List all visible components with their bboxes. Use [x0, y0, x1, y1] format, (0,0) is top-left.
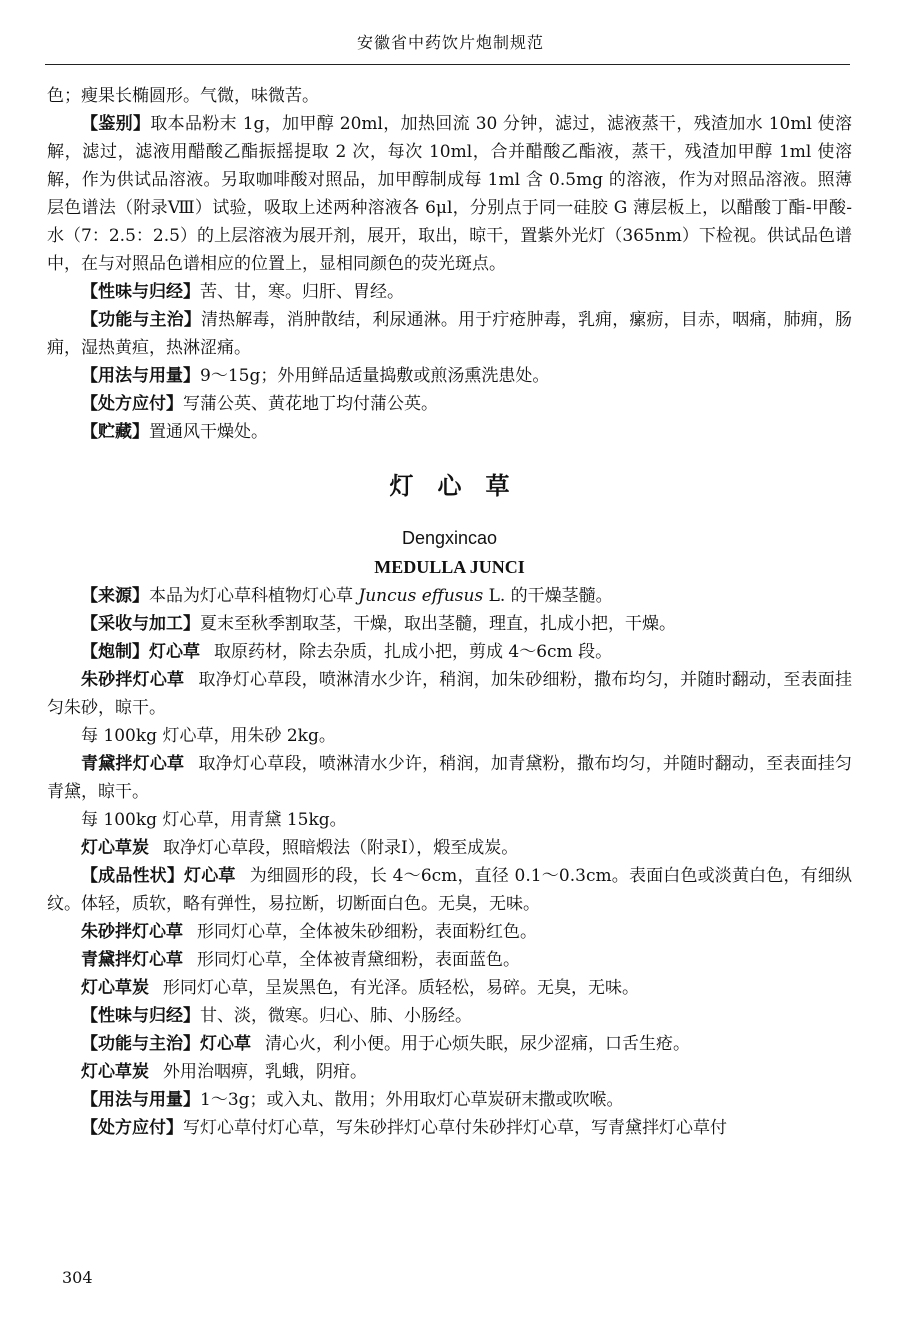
section-label: 【处方应付】	[81, 1118, 183, 1138]
section-text: 置通风干燥处。	[149, 422, 268, 442]
section-label: 【用法与用量】	[81, 366, 200, 386]
variant-name: 灯心草炭	[81, 978, 149, 998]
taste-section	[47, 1002, 852, 1030]
section-text: 夏末至秋季割取茎，干燥，取出茎髓，理直，扎成小把，干燥。	[200, 614, 676, 634]
prev-taste-section	[47, 278, 852, 306]
species-name: Juncus effusus	[358, 586, 484, 606]
section-text: 9～15g；外用鲜品适量捣敷或煎汤熏洗患处。	[200, 366, 550, 386]
section-text: 形同灯心草，全体被青黛细粉，表面蓝色。	[197, 950, 520, 970]
prescription-section	[47, 1114, 852, 1142]
character-cinnabar	[47, 918, 852, 946]
section-text: 取净灯心草段，照暗煅法（附录Ⅰ），煅至成炭。	[163, 838, 519, 858]
section-text: 形同灯心草，全体被朱砂细粉，表面粉红色。	[197, 922, 537, 942]
section-text: 外用治咽痹，乳蛾，阴疳。	[163, 1062, 367, 1082]
variant-name: 青黛拌灯心草	[81, 950, 183, 970]
processing-indigo	[47, 750, 852, 806]
section-label: 【炮制】	[81, 642, 149, 662]
entry-latin-name: MEDULLA JUNCI	[374, 557, 525, 577]
function-section	[47, 1030, 852, 1058]
variant-name: 朱砂拌灯心草	[81, 922, 183, 942]
section-label: 【采收与加工】	[81, 614, 200, 634]
section-label: 【鉴别】	[81, 114, 151, 134]
harvest-section	[47, 610, 852, 638]
section-label: 【用法与用量】	[81, 1090, 200, 1110]
usage-section	[47, 1086, 852, 1114]
section-text: 1～3g；或入丸、散用；外用取灯心草炭研末撒或吹喉。	[200, 1090, 624, 1110]
prev-function-section	[47, 306, 852, 362]
section-text: 写灯心草付灯心草，写朱砂拌灯心草付朱砂拌灯心草，写青黛拌灯心草付	[183, 1118, 727, 1138]
prev-entry-continuation: 色；瘦果长椭圆形。气微，味微苦。	[47, 86, 319, 106]
variant-name: 朱砂拌灯心草	[81, 670, 185, 690]
character-section	[47, 862, 852, 918]
section-text: 形同灯心草，呈炭黑色，有光泽。质轻松，易碎。无臭，无味。	[163, 978, 639, 998]
section-text: 清心火，利小便。用于心烦失眠，尿少涩痛，口舌生疮。	[265, 1034, 690, 1054]
page-body	[47, 82, 852, 1142]
variant-name: 灯心草	[149, 642, 200, 662]
prev-prescription-section	[47, 390, 852, 418]
processing-cinnabar-ratio: 每 100kg 灯心草，用朱砂 2kg。	[81, 726, 336, 746]
page-number: 304	[62, 1268, 93, 1287]
running-header: 安徽省中药饮片炮制规范	[356, 33, 544, 52]
section-label: 【功能与主治】	[81, 310, 201, 330]
section-text: 取净灯心草段，喷淋清水少许，稍润，加朱砂细粉，撒布均匀，并随时翻动，至表面挂匀朱砂，晾干。	[47, 670, 853, 718]
section-text: 取净灯心草段，喷淋清水少许，稍润，加青黛粉，撒布均匀，并随时翻动，至表面挂匀青黛，晾干。	[47, 754, 853, 802]
variant-name: 灯心草炭	[81, 838, 149, 858]
section-text: 为细圆形的段，长 4～6cm，直径 0.1～0.3cm。表面白色或淡黄白色，有细纵纹。体轻，质软，略有弹性，易拉断，切断面白色。无臭，无味。	[47, 866, 852, 914]
character-indigo	[47, 946, 852, 974]
source-section	[47, 582, 852, 610]
section-label: 【性味与归经】	[81, 1006, 200, 1026]
prev-storage-section	[47, 418, 852, 446]
function-charcoal	[47, 1058, 852, 1086]
section-label: 【处方应付】	[81, 394, 183, 414]
section-text: 写蒲公英、黄花地丁均付蒲公英。	[183, 394, 438, 414]
section-label: 【成品性状】	[81, 866, 185, 886]
section-label: 【性味与归经】	[81, 282, 200, 302]
variant-name: 青黛拌灯心草	[81, 754, 185, 774]
section-text: 取本品粉末 1g，加甲醇 20ml，加热回流 30 分钟，滤过，滤液蒸干，残渣加水 10ml 使溶解，滤过，滤液用醋酸乙酯振摇提取 2 次，每次 10ml，合并醋酸乙酯液，蒸干，残渣加甲醇 1ml 使溶解，作为供试品溶液。另取咖啡酸对照品，加甲醇制成每 1ml 含 0.5mg 的溶液，作为对照品溶液。照薄层色谱法（附录Ⅷ）试验，吸取上述两种溶液各 6μl，分别点于同一硅胶 G 薄层板上，以醋酸丁酯-甲酸-水（7：2.5：2.5）的上层溶液为展开剂，展开，取出，晾干，置紫外光灯（365nm）下检视。供试品色谱中，在与对照品色谱相应的位置上，显相同颜色的荧光斑点。	[47, 114, 852, 274]
entry-pinyin: Dengxincao	[401, 528, 498, 548]
processing-cinnabar	[47, 666, 852, 722]
section-label: 【功能与主治】	[81, 1034, 200, 1054]
processing-indigo-ratio: 每 100kg 灯心草，用青黛 15kg。	[81, 810, 347, 830]
section-text: 清热解毒，消肿散结，利尿通淋。用于疔疮肿毒，乳痈，瘰疬，目赤，咽痛，肺痈，肠痈，湿热黄疸，热淋涩痛。	[47, 310, 853, 358]
section-label: 【来源】	[81, 586, 149, 606]
header-rule	[45, 64, 850, 65]
character-charcoal	[47, 974, 852, 1002]
entry-title: 灯心草	[389, 472, 534, 500]
section-label: 【贮藏】	[81, 422, 149, 442]
section-text: 本品为灯心草科植物灯心草	[149, 586, 359, 606]
variant-name: 灯心草	[184, 866, 236, 886]
variant-name: 灯心草	[200, 1034, 251, 1054]
section-text: 取原药材，除去杂质，扎成小把，剪成 4～6cm 段。	[214, 642, 613, 662]
prev-usage-section	[47, 362, 852, 390]
variant-name: 灯心草炭	[81, 1062, 149, 1082]
prev-identify-section	[47, 110, 852, 278]
processing-charcoal	[47, 834, 852, 862]
processing-section	[47, 638, 852, 666]
section-text: 苦、甘，寒。归肝、胃经。	[200, 282, 404, 302]
section-text: L. 的干燥茎髓。	[483, 586, 613, 606]
section-text: 甘、淡，微寒。归心、肺、小肠经。	[200, 1006, 472, 1026]
